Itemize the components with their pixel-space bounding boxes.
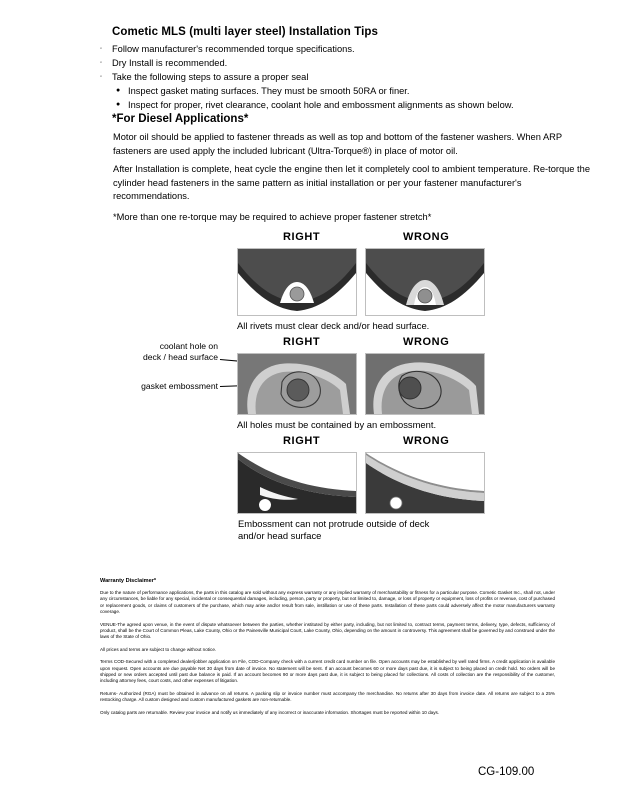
warranty-paragraph: All prices and terms are subject to change without notice. — [100, 646, 217, 652]
page-title: Cometic MLS (multi layer steel) Installation Tips — [112, 26, 379, 38]
warranty-paragraph: Returns- Authorized (RGA) must be obtained in advance on all returns. A packing slip or invoice number must accompany the merchandise. No returns after 30 days from invoice date. All returns are subject to a 25% restocking charge. All custom designed and custom manufactured gaskets are non-returnable. — [100, 690, 555, 703]
list-item — [100, 56, 600, 70]
figure3-caption-line-2: and/or head surface — [238, 530, 322, 541]
figure2-right-image — [237, 353, 357, 415]
bullet-solid-icon: ● — [116, 87, 121, 94]
list-item-label: Inspect gasket mating surfaces. They must be smooth 50RA or finer. — [128, 86, 410, 96]
list-item — [100, 84, 600, 98]
list-item-label: Inspect for proper, rivet clearance, coolant hole and embossment alignments as shown below. — [128, 100, 514, 110]
section-heading-diesel: *For Diesel Applications* — [112, 113, 249, 125]
warranty-paragraph: Terms COD-Secured with a completed dealer/jobber application on File, COD-Company check with a current credit card number on file. Open accounts may be established by well rated firms. A credit application is available upon request. Open accounts are due payable Net 30 days from date of invoice. No statement will be sent. If an account becomes 60 or more days past due, it is subject to being placed on credit hold. No orders will be shipped or new orders accepted until past due balance is paid. If an account becomes 90 or more days past due, it is subject to being placed for collections. All costs of collection are the responsibility of the customer, including attorney fees, court costs, and other expenses of litigation. — [100, 659, 555, 684]
warranty-paragraph: VENUE-The agreed upon venue, in the event of dispute whatsoever between the parties, whether instituted by either party, including, but not limited to, contract terms, payment terms, delivery, type, defects, sufficiency of product, shall be the Court of Common Pleas, Lake County, Ohio or the Painesville Municipal Court, Lake County, Ohio, depending on the amount in controversy. This agreement shall be governed by and construed under the laws of the State of Ohio. — [100, 621, 555, 640]
figure2-wrong-label: WRONG — [403, 336, 450, 348]
bullet-hollow-icon: ◦ — [100, 60, 103, 66]
figure1-wrong-label: WRONG — [403, 231, 450, 243]
document-number: CG-109.00 — [478, 766, 535, 778]
figure1-caption: All rivets must clear deck and/or head surface. — [237, 320, 430, 331]
figure3-right-image — [237, 452, 357, 514]
list-item — [100, 70, 600, 84]
bullet-hollow-icon: ◦ — [100, 74, 103, 80]
figure2-caption: All holes must be contained by an embossment. — [237, 419, 437, 430]
bullet-hollow-icon: ◦ — [100, 46, 103, 52]
list-item — [100, 42, 600, 56]
list-item-label: Follow manufacturer's recommended torque specifications. — [112, 44, 355, 54]
warranty-heading: Warranty Disclaimer* — [100, 578, 157, 584]
figure2-callout-coolant-line2: deck / head surface — [142, 352, 218, 362]
diesel-paragraph-1: Motor oil should be applied to fastener threads as well as top and bottom of the fastener washers. When ARP fasteners are used apply the included lubricant (Ultra-Torque®) in place of motor oil. — [113, 132, 562, 156]
figure3-wrong-image — [365, 452, 485, 514]
installation-tips-list — [100, 42, 600, 112]
diesel-paragraph-3: *More than one re-torque may be required to achieve proper fastener stretch* — [113, 212, 432, 222]
figure2-wrong-image — [365, 353, 485, 415]
figure1-wrong-image — [365, 248, 485, 316]
list-item-label: Dry Install is recommended. — [112, 58, 228, 68]
warranty-paragraph: Only catalog parts are returnable. Review your invoice and notify us immediately of any incorrect or inaccurate information. Shortages must be reported within 10 days. — [100, 709, 440, 715]
figure2-callout-coolant-line1: coolant hole on — [159, 341, 218, 351]
figure2-callout-embossment: gasket embossment — [141, 381, 218, 391]
figure1-right-label: RIGHT — [283, 231, 321, 243]
warranty-text — [100, 590, 555, 722]
figure2-right-label: RIGHT — [283, 336, 321, 348]
figure3-right-label: RIGHT — [283, 435, 321, 447]
list-item — [100, 98, 600, 112]
list-item-label: Take the following steps to assure a proper seal — [112, 72, 309, 82]
figure3-wrong-label: WRONG — [403, 435, 450, 447]
diesel-paragraph-2: After Installation is complete, heat cycle the engine then let it completely cool to ambient temperature. Re-torque the cylinder head fasteners in the same pattern as initial installation or per your fastener manufacturer's recommendations. — [113, 164, 590, 201]
bullet-solid-icon: ● — [116, 101, 121, 108]
warranty-paragraph: Due to the nature of performance applications, the parts in this catalog are sold without any express warranty or any implied warranty of merchantability or fitness for a particular purpose. Cometic Gasket Inc., shall not, under any circumstances, be liable for any special, incidental or consequential damages, including, person, party or property, but not limited to, damage, or loss of property or equipment, loss of profits or revenue, cost of purchased or replacement goods, or claims of customers of the purchase, which may arise and/or result from sale, instillation or use of these parts. Installation of these parts could adversely affect the motor manufacturers warranty coverage. — [100, 590, 555, 615]
figure1-right-image — [237, 248, 357, 316]
figure3-caption-line-1: Embossment can not protrude outside of deck — [238, 518, 430, 529]
